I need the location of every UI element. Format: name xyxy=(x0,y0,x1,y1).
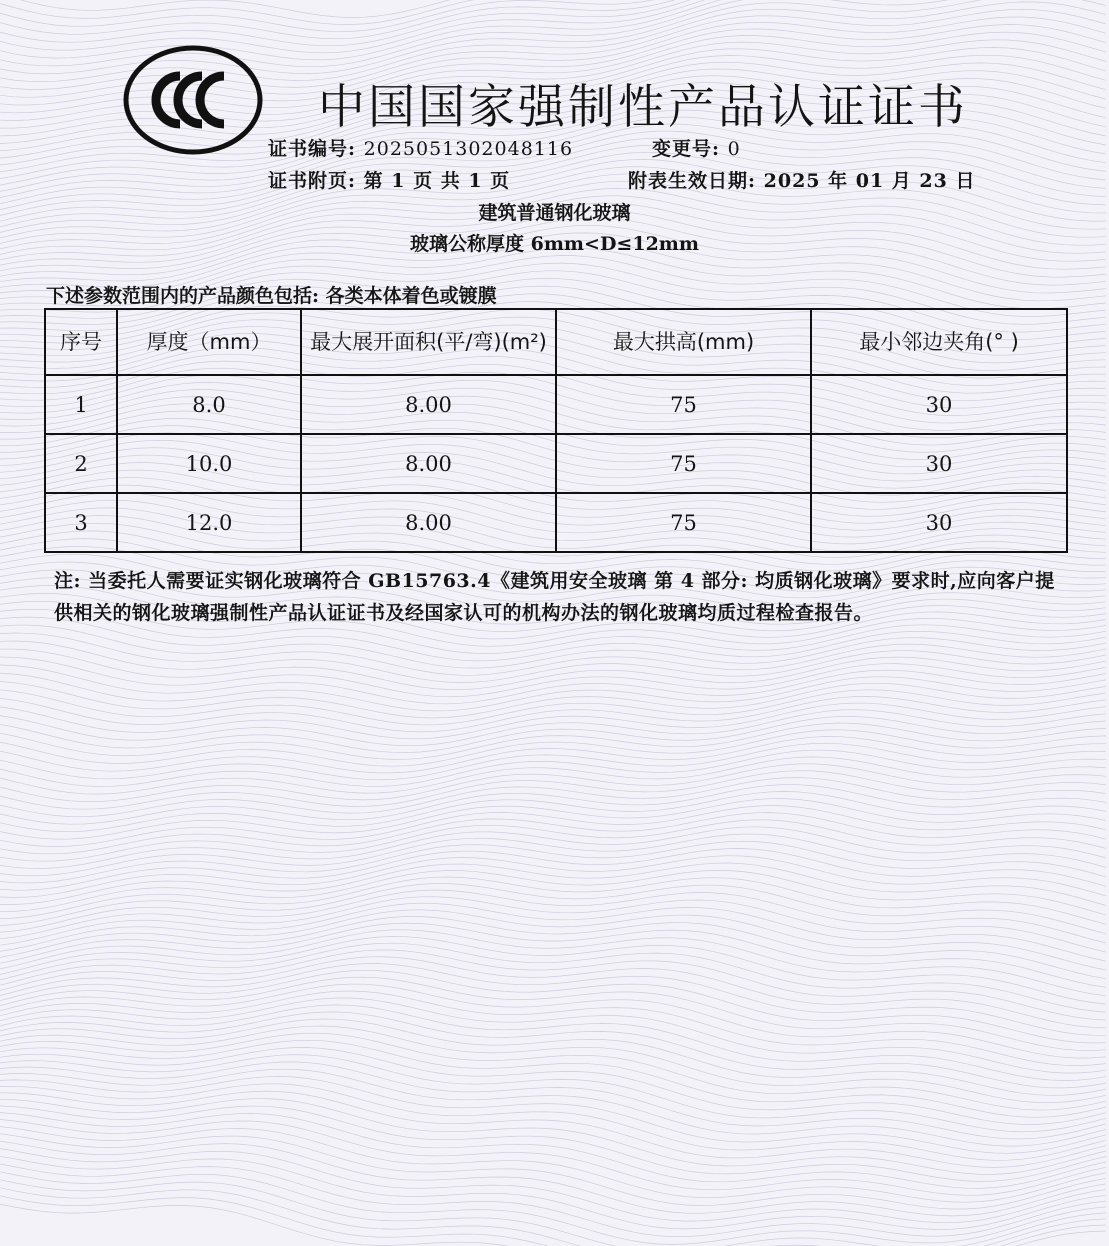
colors-note: 下述参数范围内的产品颜色包括: 各类本体着色或镀膜 xyxy=(46,285,497,307)
cell-max-area: 8.00 xyxy=(301,493,556,552)
attach-page-value: 第 1 页 共 1 页 xyxy=(363,170,511,192)
certificate-title: 中国国家强制性产品认证证书 xyxy=(318,80,968,135)
header-max-area: 最大展开面积(平/弯)(m²) xyxy=(301,309,556,375)
cert-no-value: 2025051302048116 xyxy=(363,138,574,160)
cell-max-area: 8.00 xyxy=(301,375,556,434)
header-index: 序号 xyxy=(45,309,117,375)
effective-date-label: 附表生效日期: xyxy=(628,170,757,192)
cell-index: 1 xyxy=(45,375,117,434)
cell-max-arch-height: 75 xyxy=(556,434,811,493)
footnote: 注: 当委托人需要证实钢化玻璃符合 GB15763.4《建筑用安全玻璃 第 4 部分: 均质钢化玻璃》要求时,应向客户提供相关的钢化玻璃强制性产品认证证书及经国家认可的机构办法的钢化玻璃均质过程检查报告。 xyxy=(54,570,1055,624)
cell-thickness: 12.0 xyxy=(117,493,301,552)
cell-max-area: 8.00 xyxy=(301,434,556,493)
change-no-value: 0 xyxy=(727,138,741,160)
change-no-label: 变更号: xyxy=(652,138,721,160)
header-thickness: 厚度（mm） xyxy=(117,309,301,375)
table-row xyxy=(45,434,1067,493)
logo-text: CCC xyxy=(193,103,198,105)
cell-min-angle: 30 xyxy=(811,493,1067,552)
header-min-angle: 最小邻边夹角(° ) xyxy=(811,309,1067,375)
cell-min-angle: 30 xyxy=(811,375,1067,434)
table-row xyxy=(45,375,1067,434)
cell-index: 2 xyxy=(45,434,117,493)
table-header-row xyxy=(45,309,1067,375)
attach-page-line xyxy=(268,166,510,193)
ccc-logo-icon xyxy=(122,44,264,156)
spec-table xyxy=(44,308,1068,553)
product-name: 建筑普通钢化玻璃 xyxy=(478,202,631,224)
effective-date-line xyxy=(628,166,975,193)
cell-min-angle: 30 xyxy=(811,434,1067,493)
thickness-range: 玻璃公称厚度 6mm<D≤12mm xyxy=(409,233,699,255)
attach-page-label: 证书附页: xyxy=(268,170,357,192)
header-max-arch-height: 最大拱高(mm) xyxy=(556,309,811,375)
cell-thickness: 10.0 xyxy=(117,434,301,493)
cert-no-label: 证书编号: xyxy=(268,138,357,160)
effective-date-value: 2025 年 01 月 23 日 xyxy=(763,170,976,192)
cert-number-line xyxy=(268,134,573,161)
change-number-line xyxy=(652,134,741,161)
cell-max-arch-height: 75 xyxy=(556,493,811,552)
table-row xyxy=(45,493,1067,552)
cell-index: 3 xyxy=(45,493,117,552)
cell-max-arch-height: 75 xyxy=(556,375,811,434)
cell-thickness: 8.0 xyxy=(117,375,301,434)
